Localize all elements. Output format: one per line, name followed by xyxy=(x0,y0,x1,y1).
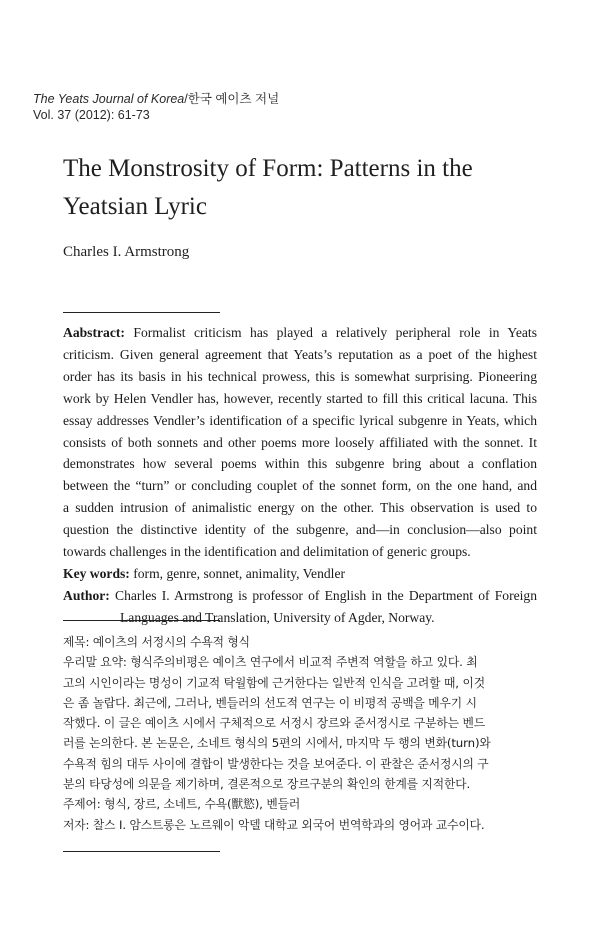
divider-top xyxy=(63,312,220,313)
abstract-line: between the “turn” or concluding couplet of the sonnet form, on the one hand, and xyxy=(63,478,537,494)
korean-summary-line: 러를 논의한다. 본 논문은, 소네트 형식의 5편의 시에서, 마지막 두 행의 변화(turn)와 xyxy=(63,736,491,751)
abstract-line: a sudden intrusion of animalistic energy on the other. This observation is used to xyxy=(63,500,537,516)
journal-header xyxy=(33,91,279,123)
article-author: Charles I. Armstrong xyxy=(63,244,190,260)
author-note-line-1: Author: Charles I. Armstrong is professor of English in the Department of Foreign xyxy=(63,587,537,603)
journal-title: The Yeats Journal of Korea xyxy=(33,92,185,106)
abstract-line: order has its basis in his technical prowess, this is somewhat surprising. Pioneering xyxy=(63,368,537,384)
journal-title-korean: /한국 예이츠 저널 xyxy=(184,92,280,106)
korean-summary-label: 우리말 요약: xyxy=(63,655,131,670)
abstract-line: question the distinctive identity of the subgenre, and—in conclusion—also point xyxy=(63,522,537,538)
article-title-line-2: Yeatsian Lyric xyxy=(63,193,207,220)
korean-title-text: 예이츠의 서정시의 수욕적 형식 xyxy=(92,635,250,649)
korean-author-line xyxy=(63,815,537,835)
keywords-line xyxy=(63,563,537,585)
author-note-line-2: Languages and Translation, University of Agder, Norway. xyxy=(120,609,435,625)
korean-keywords-line xyxy=(63,794,537,814)
korean-title-label: 제목: xyxy=(63,635,93,649)
korean-summary-line: 작했다. 이 글은 예이츠 시에서 구체적으로 서정시 장르와 준서정시로 구분하는 벤드 xyxy=(63,716,485,731)
korean-author-label: 저자: xyxy=(63,817,93,832)
korean-summary-line: 은 좀 놀랍다. 최근에, 그러나, 벤들러의 선도적 연구는 이 비평적 공백을 메우기 시 xyxy=(63,695,477,710)
korean-summary-line: 수욕적 힘의 대두 사이에 결합이 발생한다는 것을 보여준다. 이 관찰은 준서정시의 구 xyxy=(63,756,489,771)
abstract-line: demonstrates how several poems within this subgenre bring about a conflation xyxy=(63,456,537,472)
author-note-label: Author: xyxy=(63,587,110,603)
abstract-line: essay addresses Vendler’s identification of a specific lyrical subgenre in Yeats, which xyxy=(63,412,537,428)
journal-title-line xyxy=(33,91,279,107)
korean-abstract-section xyxy=(63,632,537,835)
korean-summary-line: 고의 시인이라는 명성이 기교적 탁월함에 근거한다는 일반적 인식을 고려할 때, 이것 xyxy=(63,675,485,690)
article-title-line-1: The Monstrosity of Form: Patterns in the xyxy=(63,155,473,182)
korean-summary-line: 분의 타당성에 의문을 제기하며, 결론적으로 장르구분의 확인의 한계를 지적한다. xyxy=(63,777,471,792)
abstract-line: work by Helen Vendler has, however, recently started to fill this critical lacuna. This xyxy=(63,390,537,406)
keywords-label: Key words: xyxy=(63,565,130,581)
korean-summary-line: 우리말 요약: 형식주의비평은 예이츠 연구에서 비교적 주변적 역할을 하고 있다. 최 xyxy=(63,655,478,670)
divider-bottom xyxy=(63,851,220,852)
journal-volume: Vol. 37 (2012): 61-73 xyxy=(33,108,150,122)
abstract-label: Aabstract: xyxy=(63,325,125,340)
korean-keywords-label: 주제어: xyxy=(63,797,105,812)
abstract-section xyxy=(63,322,537,629)
divider-middle xyxy=(63,620,220,621)
article-title xyxy=(63,150,543,226)
korean-keywords-text: 형식, 장르, 소네트, 수욕(獸慾), 벤들러 xyxy=(104,797,301,812)
korean-author-text: 찰스 I. 암스트롱은 노르웨이 악델 대학교 외국어 번역학과의 영어과 교수이다. xyxy=(92,817,485,832)
abstract-line: consists of both sonnets and other poems more loosely affiliated with the sonnet. It xyxy=(63,434,537,450)
keywords-text: form, genre, sonnet, animality, Vendler xyxy=(133,565,346,581)
abstract-line: towards challenges in the identification and delimitation of generic groups. xyxy=(63,544,471,560)
korean-title-line xyxy=(63,632,537,652)
abstract-line: Aabstract: Formalist criticism has played a relatively peripheral role in Yeats xyxy=(63,325,537,340)
abstract-line: criticism. Given general agreement that Yeats’s reputation as a poet of the highest xyxy=(63,346,537,362)
